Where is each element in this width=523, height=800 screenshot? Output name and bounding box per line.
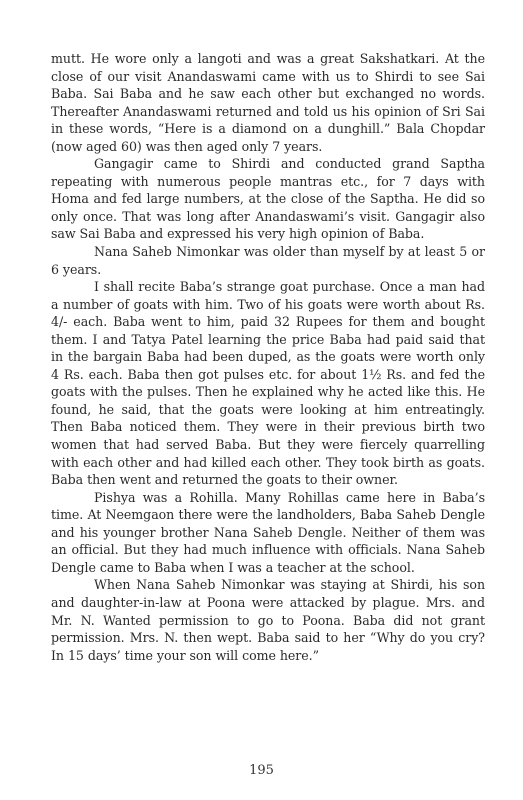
- paragraph-4: I shall recite Baba’s strange goat purchase. Once a man had a number of goats with him. Two of his goats were worth about Rs. 4/- each. Baba went to him, paid 32 Rupees for them and bought them. I and Tatya Patel learning the price Baba had paid said that in the bargain Baba had been duped, as the goats were worth only 4 Rs. each. Baba then got pulses etc. for about 1½ Rs. and fed the goats with the pulses. Then he explained why he acted like this. He found, he said, that the goats were looking at him entreatingly. Then Baba noticed them. They were in their previous birth two women that had served Baba. But they were fiercely quarrelling with each other and had killed each other. They took birth as goats. Baba then went and returned the goats to their owner.: [51, 279, 485, 488]
- paragraph-2: Gangagir came to Shirdi and conducted grand Saptha repeating with numerous people mantras etc., for 7 days with Homa and fed large numbers, at the close of the Saptha. He did so only once. That was long after Anandaswami’s visit. Gangagir also saw Sai Baba and expressed his very high opinion of Baba.: [51, 156, 485, 242]
- paragraph-3: Nana Saheb Nimonkar was older than myself by at least 5 or 6 years.: [51, 244, 485, 277]
- paragraph-1: mutt. He wore only a langoti and was a great Sakshatkari. At the close of our visit Anandaswami came with us to Shirdi to see Sai Baba. Sai Baba and he saw each other but exchanged no words. Thereafter Anandaswami returned and told us his opinion of Sri Sai in these words, “Here is a diamond on a dunghill.” Bala Chopdar (now aged 60) was then aged only 7 years.: [51, 51, 485, 154]
- paragraph-6: When Nana Saheb Nimonkar was staying at Shirdi, his son and daughter-in-law at Poona were attacked by plague. Mrs. and Mr. N. Wanted permission to go to Poona. Baba did not grant permission. Mrs. N. then wept. Baba said to her “Why do you cry? In 15 days’ time your son will come here.”: [51, 577, 485, 663]
- paragraph-5: Pishya was a Rohilla. Many Rohillas came here in Baba’s time. At Neemgaon there were the landholders, Baba Saheb Dengle and his younger brother Nana Saheb Dengle. Neither of them was an official. But they had much influence with officials. Nana Saheb Dengle came to Baba when I was a teacher at the school.: [51, 489, 485, 575]
- page-body: [51, 50, 485, 664]
- page-number: 195: [249, 763, 274, 778]
